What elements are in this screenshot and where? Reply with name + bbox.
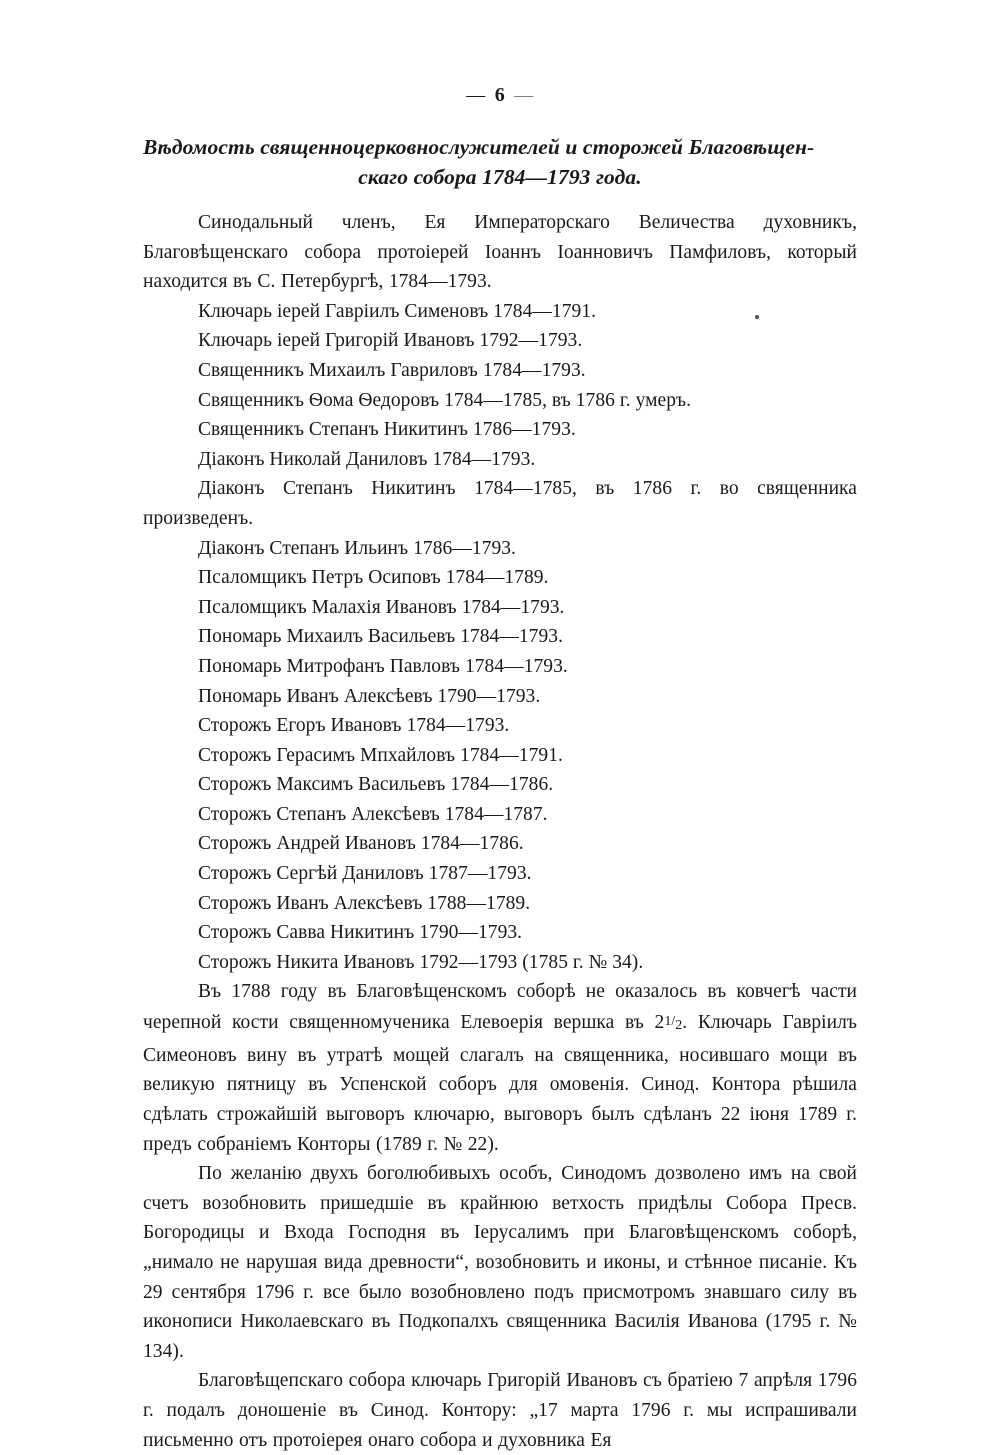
roster-entry: Псаломщикъ Петръ Осиповъ 1784—1789.: [198, 567, 549, 589]
paragraph-relics: [143, 977, 857, 1159]
roster-entry: Священникъ Михаилъ Гавриловъ 1784—1793.: [198, 359, 586, 381]
clergy-roster: [143, 297, 857, 978]
folio-dash-left: —: [466, 84, 486, 106]
roster-entry: Псаломщикъ Малахія Ивановъ 1784—1793.: [198, 596, 565, 618]
fraction-denominator: 2: [675, 1017, 683, 1034]
roster-entry: Священникъ Степанъ Никитинъ 1786—1793.: [198, 419, 576, 441]
page-title-line-1: Вѣдомость священноцерковнослужителей и сторожей Благовѣщен-: [143, 135, 815, 159]
intro-paragraph: Синодальный членъ, Ея Императорскаго Величества духовникъ, Благовѣщенскаго собора протоіерей Іоаннъ Іоанновичъ Памфиловъ, который находится въ С. Петербургѣ, 1784—1793.: [143, 212, 857, 293]
page-folio: [0, 84, 1000, 107]
roster-entry: Діаконъ Николай Даниловъ 1784—1793.: [198, 448, 536, 470]
roster-entry: [143, 474, 857, 533]
roster-entry: Пономарь Иванъ Алексѣевъ 1790—1793.: [198, 685, 541, 707]
paragraph-restoration: По желанію двухъ боголюбивыхъ особъ, Синодомъ дозволено имъ на свой счетъ возобновить пришедшіе въ крайнюю ветхость придѣлы Собора Пресв. Богородицы и Входа Господня въ Іерусалимъ при Благовѣщенскомъ соборѣ, „нимало не нарушая вида древности“, возобновить и иконы, и стѣнное писаніе. Къ 29 сентября 1796 г. все было возобновлено подъ присмотромъ знавшаго силу въ иконописи Николаевскаго въ Подкопалхъ священника Василія Иванова (1795 г. № 134).: [143, 1163, 857, 1362]
roster-entry: Сторожъ Сергѣй Даниловъ 1787—1793.: [198, 863, 532, 885]
roster-entry: Діаконъ Степанъ Ильинъ 1786—1793.: [198, 537, 516, 559]
roster-entry: Сторожъ Иванъ Алексѣевъ 1788—1789.: [198, 892, 531, 914]
roster-entry: Пономарь Митрофанъ Павловъ 1784—1793.: [198, 655, 568, 677]
relics-text-a: Въ 1788 году въ Благовѣщенскомъ соборѣ не оказалось въ ковчегѣ части черепной кости священномученика Елевоерія вершка въ 2: [143, 981, 857, 1034]
text-block: [143, 132, 857, 1455]
roster-entry: Сторожъ Андрей Ивановъ 1784—1786.: [198, 833, 524, 855]
fraction-numerator: 1: [664, 1013, 672, 1030]
folio-number: 6: [494, 84, 506, 107]
roster-entry: Сторожъ Егоръ Ивановъ 1784—1793.: [198, 715, 510, 737]
roster-entry: Ключарь іерей Григорій Ивановъ 1792—1793.: [198, 330, 583, 352]
roster-entry: Пономарь Михаилъ Васильевъ 1784—1793.: [198, 626, 564, 648]
fraction-half: 1/2: [664, 1013, 683, 1034]
roster-entry-text: Діаконъ Степанъ Никитинъ 1784—1785, въ 1786 г. во священника произведенъ.: [143, 478, 857, 529]
page-title: [143, 132, 857, 192]
roster-entry: Сторожъ Савва Никитинъ 1790—1793.: [198, 922, 523, 944]
folio-dash-right: —: [514, 84, 534, 106]
roster-entry: Сторожъ Никита Ивановъ 1792—1793 (1785 г. № 34).: [198, 951, 644, 973]
roster-entry: Сторожъ Степанъ Алексѣевъ 1784—1787.: [198, 803, 548, 825]
page-title-line-2: скаго собора 1784—1793 года.: [358, 165, 642, 189]
roster-entry: Сторожъ Максимъ Васильевъ 1784—1786.: [198, 774, 554, 796]
roster-entry: Ключарь іерей Гавріилъ Сименовъ 1784—1791.: [198, 300, 597, 322]
paragraph-petition: Благовѣщепскаго собора ключарь Григорій Ивановъ съ братіею 7 апрѣля 1796 г. подалъ доношеніе въ Синод. Контору: „17 марта 1796 г. мы испрашивали письменно отъ протоіерея онаго собора и духовника Ея: [143, 1370, 857, 1451]
roster-entry: Сторожъ Герасимъ Мпхайловъ 1784—1791.: [198, 744, 563, 766]
relics-text-b: . Ключарь Гавріилъ Симеоновъ вину въ утратѣ мощей слагалъ на священника, носившаго мощи въ великую пятницу въ Успенской соборъ для омовенія. Синод. Контора рѣшила сдѣлать строжайшій выговоръ ключарю, выговоръ былъ сдѣланъ 22 іюня 1789 г. предъ собраніемъ Конторы (1789 г. № 22).: [143, 1012, 857, 1155]
roster-entry: Священникъ Ѳома Ѳедоровъ 1784—1785, въ 1786 г. умеръ.: [198, 389, 692, 411]
